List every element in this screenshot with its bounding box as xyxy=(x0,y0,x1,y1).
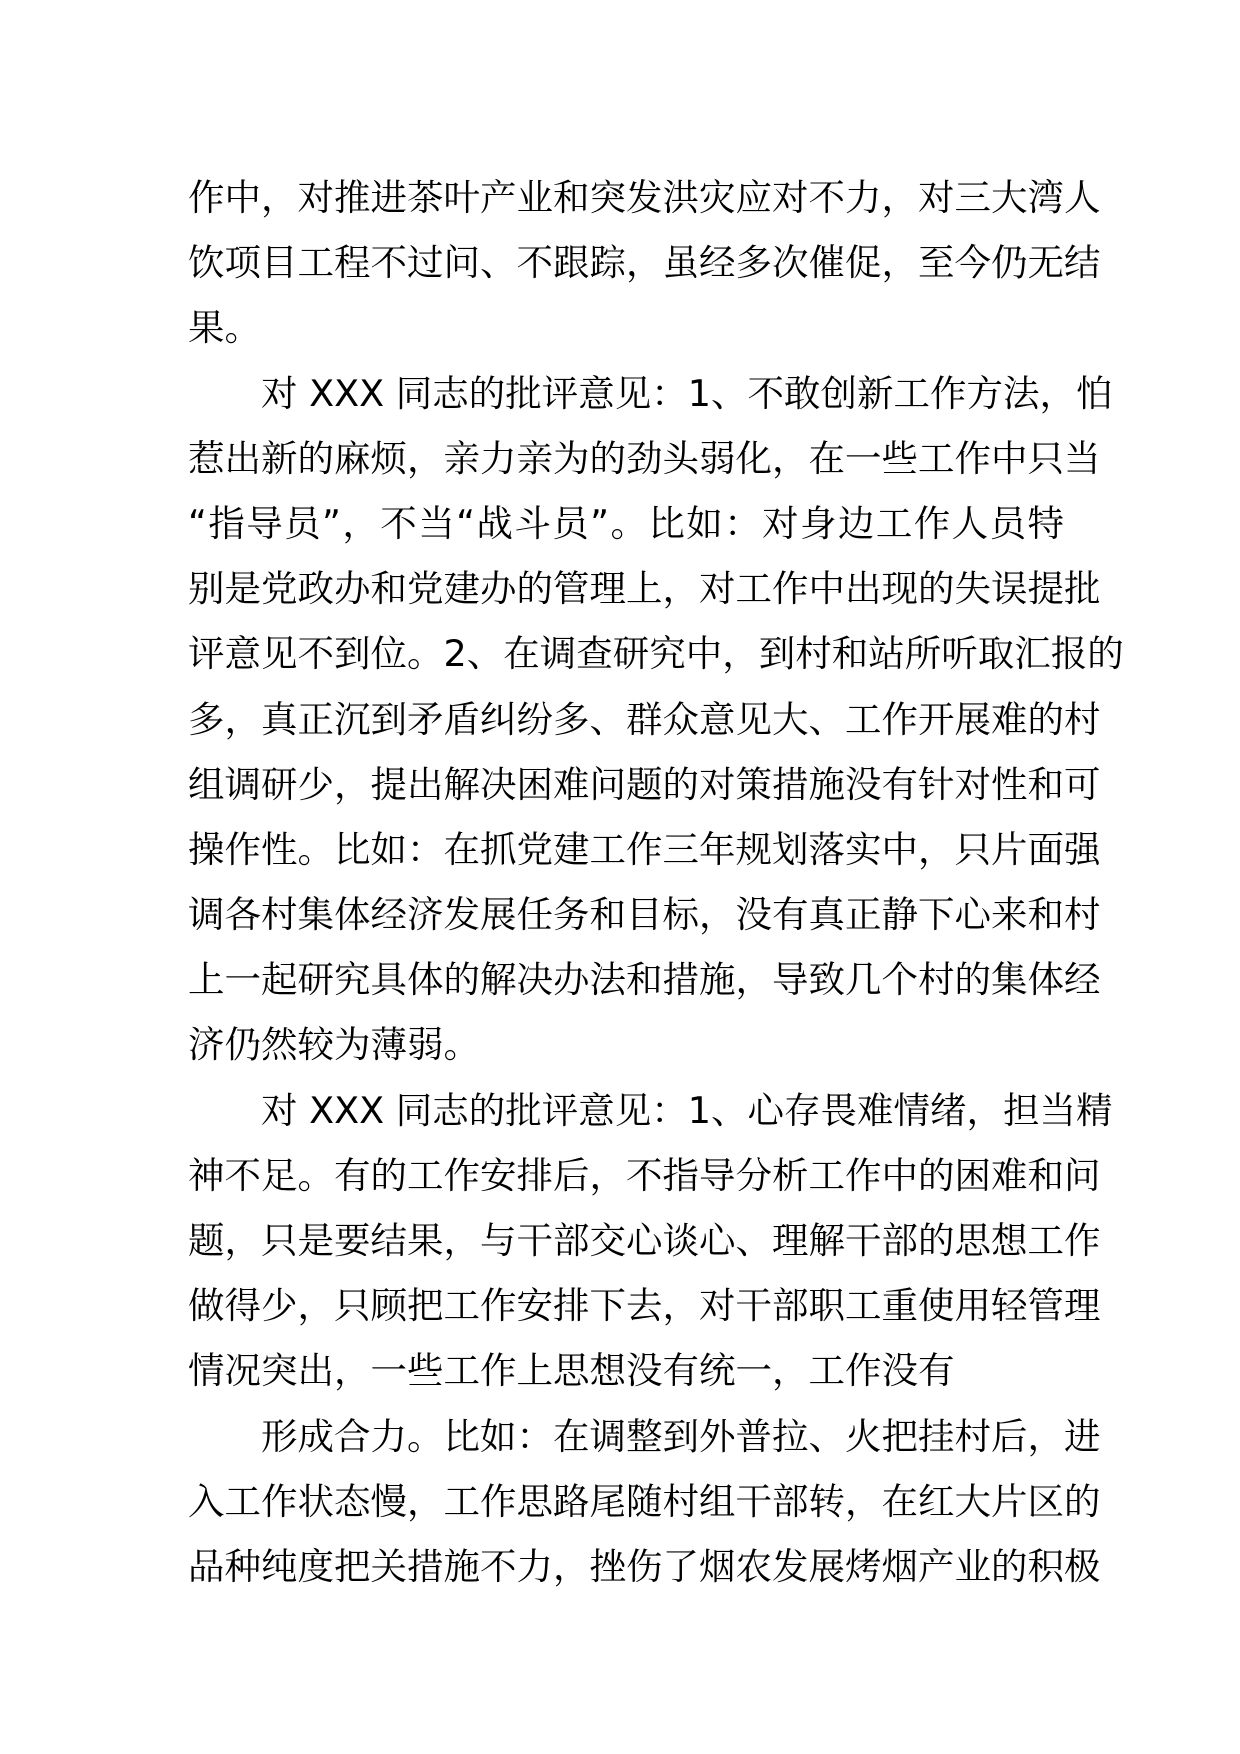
text-line: 别是党政办和党建办的管理上，对工作中出现的失误提批 xyxy=(188,567,1101,611)
document-body xyxy=(188,165,1124,1599)
text-line: 入工作状态慢，工作思路尾随村组干部转，在红大片区的 xyxy=(188,1479,1101,1523)
text-line: 惹出新的麻烦，亲力亲为的劲头弱化，在一些工作中只当 xyxy=(188,436,1101,480)
text-line: 上一起研究具体的解决办法和措施，导致几个村的集体经 xyxy=(188,958,1101,1002)
text-line: 调各村集体经济发展任务和目标，没有真正静下心来和村 xyxy=(188,893,1101,937)
paragraph-start-line: 形成合力。比如：在调整到外普拉、火把挂村后，进 xyxy=(261,1414,1101,1458)
text-line: 做得少，只顾把工作安排下去，对干部职工重使用轻管理 xyxy=(188,1284,1101,1328)
text-line: 果。 xyxy=(188,306,261,350)
paragraph-start-line: 对 XXX 同志的批评意见：1、不敢创新工作方法，怕 xyxy=(261,371,1113,415)
paragraph-start-line: 对 XXX 同志的批评意见：1、心存畏难情绪，担当精 xyxy=(261,1088,1113,1132)
text-line: 饮项目工程不过问、不跟踪，虽经多次催促，至今仍无结 xyxy=(188,241,1101,285)
text-line: 组调研少，提出解决困难问题的对策措施没有针对性和可 xyxy=(188,762,1101,806)
text-line: 题，只是要结果，与干部交心谈心、理解干部的思想工作 xyxy=(188,1219,1101,1262)
text-line: 神不足。有的工作安排后，不指导分析工作中的困难和问 xyxy=(188,1153,1101,1197)
text-line: 操作性。比如：在抓党建工作三年规划落实中，只片面强 xyxy=(188,827,1101,871)
text-line: 评意见不到位。2、在调查研究中，到村和站所听取汇报的 xyxy=(188,632,1124,676)
text-line: 作中，对推进茶叶产业和突发洪灾应对不力，对三大湾人 xyxy=(188,176,1101,219)
text-line: “指导员”，不当“战斗员”。比如：对身边工作人员特 xyxy=(188,501,1064,545)
text-line: 济仍然较为薄弱。 xyxy=(188,1023,480,1067)
text-line: 情况突出，一些工作上思想没有统一，工作没有 xyxy=(188,1349,955,1393)
text-line: 多，真正沉到矛盾纠纷多、群众意见大、工作开展难的村 xyxy=(188,697,1101,741)
text-line: 品种纯度把关措施不力，挫伤了烟农发展烤烟产业的积极 xyxy=(188,1544,1101,1588)
